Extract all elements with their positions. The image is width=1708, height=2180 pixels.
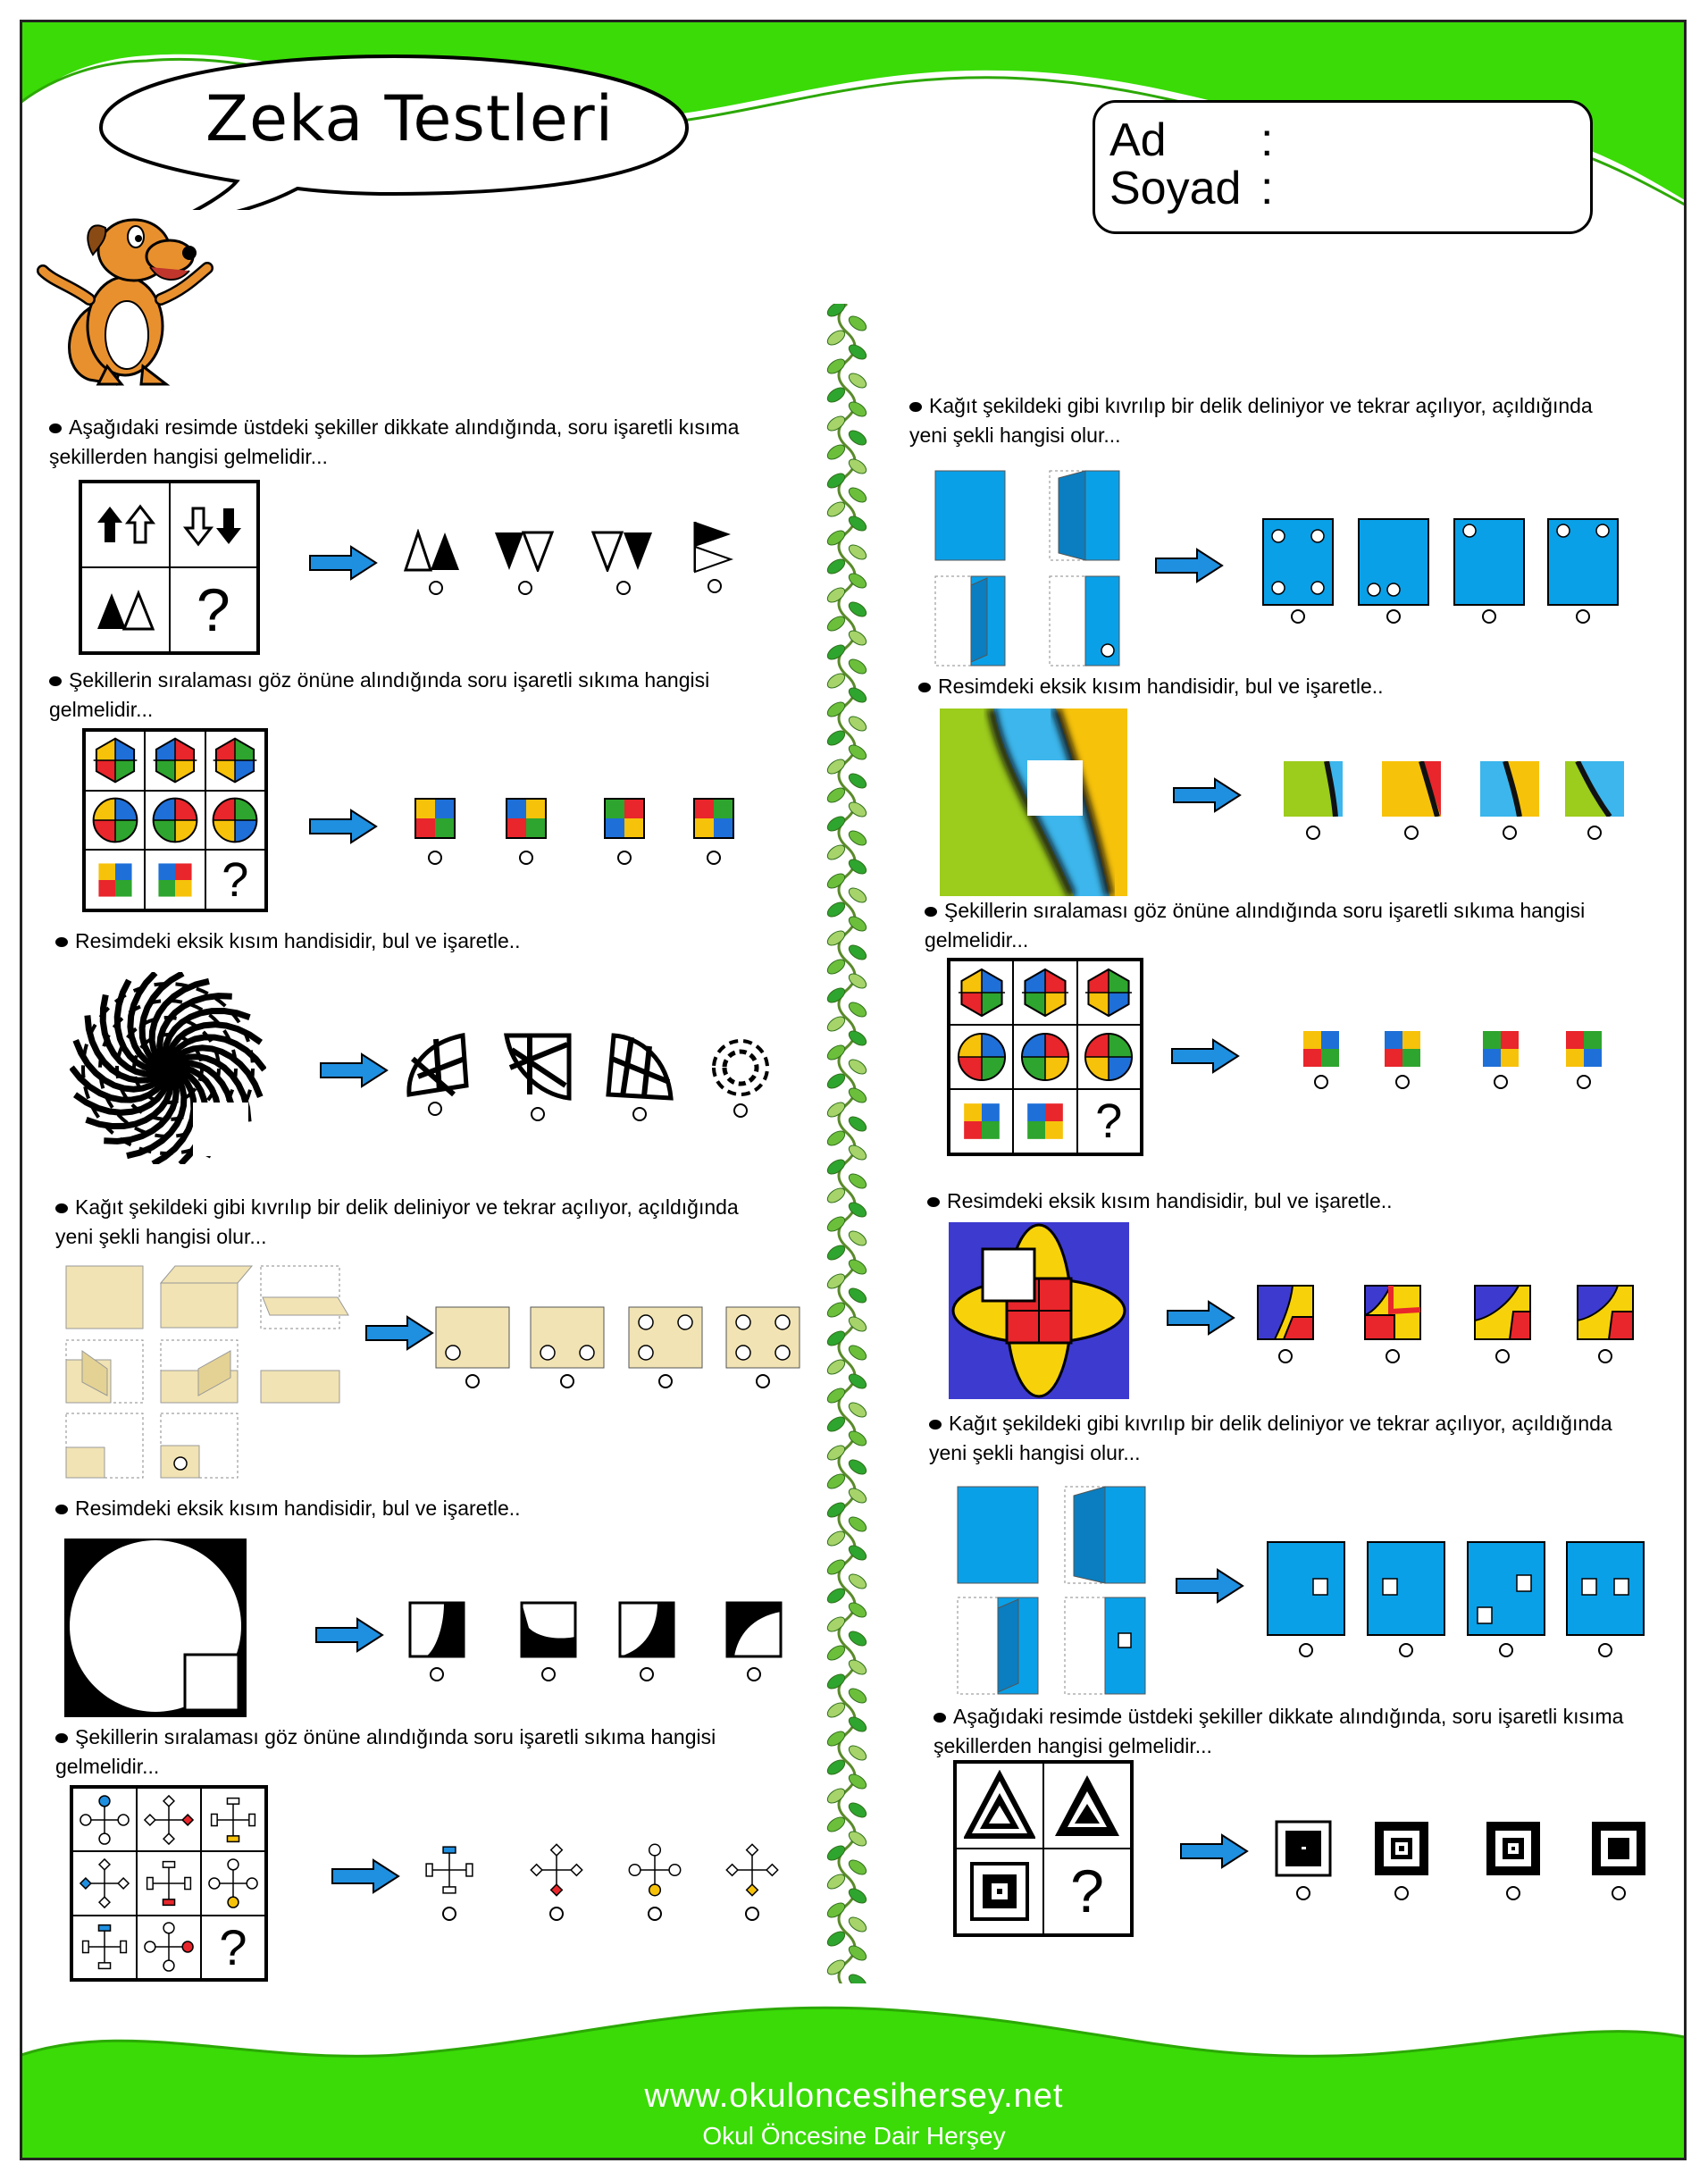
answer-radio[interactable]	[1598, 1349, 1612, 1363]
answer-radio[interactable]	[1278, 1349, 1293, 1363]
surname-colon: :	[1260, 163, 1274, 214]
option-r2-a[interactable]	[1284, 761, 1343, 842]
option-l5-a[interactable]	[408, 1601, 465, 1690]
option-l1-b[interactable]	[493, 529, 557, 600]
answer-radio[interactable]	[1314, 1075, 1328, 1089]
option-r6-b[interactable]	[1373, 1820, 1430, 1909]
option-r2-b[interactable]	[1382, 761, 1441, 842]
answer-radio[interactable]	[549, 1907, 564, 1921]
arrow-icon	[1154, 548, 1224, 583]
option-r1-b[interactable]	[1358, 518, 1429, 625]
option-l6-c[interactable]	[624, 1839, 686, 1919]
answer-radio[interactable]	[1386, 1349, 1400, 1363]
surname-label: Soyad	[1109, 163, 1242, 214]
grid-cell	[1013, 960, 1076, 1025]
option-r5-a[interactable]	[1267, 1541, 1345, 1657]
paper-fold-steps-tan	[64, 1262, 359, 1483]
option-l6-d[interactable]	[721, 1839, 783, 1919]
option-r3-a[interactable]	[1302, 1030, 1340, 1093]
answer-radio[interactable]	[1386, 609, 1401, 624]
answer-radio[interactable]	[1612, 1886, 1626, 1900]
answer-radio[interactable]	[1506, 1886, 1520, 1900]
option-r5-b[interactable]	[1367, 1541, 1445, 1657]
grid-cell	[950, 1089, 1013, 1153]
option-r3-c[interactable]	[1482, 1030, 1520, 1093]
dog-mascot-icon	[36, 201, 214, 389]
color-wave-missing-piece-image	[940, 708, 1127, 896]
option-l4-b[interactable]	[530, 1306, 605, 1369]
question-l5: Resimdeki eksik kısım handisidir, bul ve işaretle..	[55, 1494, 770, 1523]
question-mark: ?	[196, 575, 230, 644]
answer-radio[interactable]	[1503, 826, 1517, 840]
arrow-icon	[1179, 1833, 1249, 1869]
question-l1: Aşağıdaki resimde üstdeki şekiller dikkate alındığında, soru işaretli kısıma şekillerden hangisi gelmelidir...	[49, 415, 740, 468]
option-l2-b[interactable]	[505, 797, 548, 868]
grid-cell	[145, 731, 205, 791]
paper-fold-steps-blue	[934, 467, 1121, 668]
grid-cell	[137, 1788, 201, 1851]
answer-radio[interactable]	[1482, 609, 1496, 624]
answer-radio[interactable]	[1576, 609, 1590, 624]
option-r6-d[interactable]	[1590, 1820, 1647, 1909]
grid-cell	[1013, 1089, 1076, 1153]
option-r4-c[interactable]	[1474, 1285, 1531, 1367]
question-l6: Şekillerin sıralaması göz önüne alındığında soru işaretli sıkıma hangisi gelmelidir...	[55, 1725, 716, 1778]
question-mark: ?	[1070, 1857, 1104, 1925]
puzzle-grid-crosses	[70, 1785, 268, 1982]
answer-radio[interactable]	[560, 1374, 574, 1388]
option-l2-c[interactable]	[603, 797, 646, 868]
puzzle-grid-colors-2	[947, 958, 1143, 1156]
grid-cell	[72, 1788, 137, 1851]
option-l4-a[interactable]	[435, 1306, 510, 1369]
option-l3-d[interactable]	[706, 1032, 775, 1121]
question-r1: Kağıt şekildeki gibi kıvrılıp bir delik deliniyor ve tekrar açılıyor, açıldığında yeni şekli hangisi olur...	[909, 394, 1593, 447]
grid-cell-question	[205, 850, 265, 910]
grid-cell	[72, 1916, 137, 1979]
grid-cell	[201, 1851, 265, 1915]
option-l5-c[interactable]	[618, 1601, 675, 1690]
option-l1-c[interactable]	[591, 529, 656, 600]
option-l1-d[interactable]	[688, 520, 741, 600]
question-r4: Resimdeki eksik kısım handisidir, bul ve işaretle..	[927, 1186, 1642, 1216]
answer-radio[interactable]	[1495, 1349, 1510, 1363]
grid-cell	[137, 1916, 201, 1979]
question-mark: ?	[222, 852, 249, 907]
option-r5-c[interactable]	[1467, 1541, 1545, 1657]
question-mark: ?	[1095, 1094, 1123, 1148]
name-label: Ad	[1109, 114, 1167, 166]
answer-radio[interactable]	[1296, 1886, 1310, 1900]
option-l2-a[interactable]	[414, 797, 456, 868]
answer-radio[interactable]	[1577, 1075, 1591, 1089]
answer-radio[interactable]	[756, 1374, 770, 1388]
paper-fold-steps-blue-2	[956, 1483, 1148, 1698]
option-r6-a[interactable]	[1275, 1820, 1332, 1909]
option-r2-d[interactable]	[1565, 761, 1624, 842]
arrow-icon	[314, 1617, 384, 1653]
grid-cell	[201, 1788, 265, 1851]
grid-cell	[950, 1025, 1013, 1089]
option-l1-a[interactable]	[404, 529, 468, 600]
question-l2: Şekillerin sıralaması göz önüne alındığında soru işaretli sıkıma hangisi gelmelidir...	[49, 668, 710, 721]
answer-radio[interactable]	[1598, 1643, 1612, 1657]
grid-cell	[85, 850, 145, 910]
answer-radio[interactable]	[747, 1667, 761, 1681]
arrow-icon	[331, 1858, 400, 1894]
option-l3-a[interactable]	[400, 1032, 470, 1121]
footer-tagline: Okul Öncesine Dair Herşey	[702, 2122, 1006, 2150]
question-r2: Resimdeki eksik kısım handisidir, bul ve işaretle..	[918, 672, 1633, 701]
answer-radio[interactable]	[1291, 609, 1305, 624]
grid-cell	[1013, 1025, 1076, 1089]
name-colon: :	[1260, 114, 1274, 166]
answer-radio[interactable]	[1499, 1643, 1513, 1657]
puzzle-grid-colors	[82, 728, 268, 912]
answer-radio[interactable]	[1299, 1643, 1313, 1657]
grid-cell	[1077, 1025, 1141, 1089]
grid-cell	[1077, 960, 1141, 1025]
grid-cell	[145, 791, 205, 851]
option-r6-c[interactable]	[1485, 1820, 1542, 1909]
question-mark: ?	[219, 1918, 247, 1975]
arrow-icon	[308, 809, 378, 844]
question-r5: Kağıt şekildeki gibi kıvrılıp bir delik deliniyor ve tekrar açılıyor, açıldığında yeni şekli hangisi olur...	[929, 1412, 1612, 1464]
answer-radio[interactable]	[1399, 1643, 1413, 1657]
arrow-icon	[1166, 1300, 1235, 1336]
option-r4-a[interactable]	[1257, 1285, 1314, 1367]
puzzle-grid-triangles	[953, 1760, 1134, 1937]
option-l6-a[interactable]	[418, 1839, 481, 1919]
grid-cell	[85, 791, 145, 851]
answer-radio[interactable]	[617, 851, 632, 865]
grid-cell	[205, 791, 265, 851]
option-l4-d[interactable]	[725, 1306, 800, 1369]
question-r3: Şekillerin sıralaması göz önüne alındığında soru işaretli sıkıma hangisi gelmelidir...	[925, 899, 1586, 952]
ellipse-cross-missing-piece-image	[949, 1222, 1129, 1399]
option-l3-c[interactable]	[605, 1032, 674, 1121]
arrow-icon	[1172, 777, 1242, 813]
option-l2-d[interactable]	[692, 797, 735, 868]
page-title: Zeka Testleri	[205, 82, 615, 155]
answer-radio[interactable]	[1395, 1075, 1410, 1089]
answer-radio[interactable]	[648, 1907, 662, 1921]
answer-radio[interactable]	[519, 851, 533, 865]
option-r1-c[interactable]	[1453, 518, 1525, 625]
answer-radio[interactable]	[442, 1907, 456, 1921]
grid-cell-question	[1077, 1089, 1141, 1153]
option-l5-b[interactable]	[520, 1601, 577, 1690]
arrow-icon	[1175, 1568, 1244, 1604]
option-r1-a[interactable]	[1262, 518, 1334, 625]
answer-radio[interactable]	[1394, 1886, 1409, 1900]
answer-radio[interactable]	[429, 581, 443, 595]
arrow-icon	[1170, 1038, 1240, 1074]
answer-radio[interactable]	[707, 579, 722, 593]
option-r3-d[interactable]	[1565, 1030, 1603, 1093]
answer-radio[interactable]	[1306, 826, 1320, 840]
answer-radio[interactable]	[707, 851, 721, 865]
question-r6: Aşağıdaki resimde üstdeki şekiller dikkate alındığında, soru işaretli kısıma şekillerden hangisi gelmelidir...	[934, 1705, 1624, 1757]
option-r5-d[interactable]	[1566, 1541, 1645, 1657]
grid-cell-question	[201, 1916, 265, 1979]
answer-radio[interactable]	[632, 1107, 647, 1121]
answer-radio[interactable]	[518, 581, 532, 595]
grid-cell	[950, 960, 1013, 1025]
name-surname-box[interactable]	[1093, 100, 1593, 234]
question-l4: Kağıt şekildeki gibi kıvrılıp bir delik deliniyor ve tekrar açılıyor, açıldığında yeni şekli hangisi olur...	[55, 1195, 739, 1248]
answer-radio[interactable]	[541, 1667, 556, 1681]
grid-cell	[145, 850, 205, 910]
answer-radio[interactable]	[428, 1102, 442, 1116]
answer-radio[interactable]	[1494, 1075, 1508, 1089]
puzzle-grid-arrows	[79, 480, 260, 655]
answer-radio[interactable]	[616, 581, 631, 595]
answer-radio[interactable]	[745, 1907, 759, 1921]
answer-radio[interactable]	[1587, 826, 1602, 840]
arrow-icon	[319, 1052, 389, 1088]
option-l6-b[interactable]	[525, 1839, 588, 1919]
answer-radio[interactable]	[430, 1667, 444, 1681]
grid-cell	[85, 731, 145, 791]
grid-cell	[205, 731, 265, 791]
answer-radio[interactable]	[1404, 826, 1419, 840]
answer-radio[interactable]	[465, 1374, 480, 1388]
arrow-icon	[364, 1315, 434, 1351]
option-r3-b[interactable]	[1384, 1030, 1421, 1093]
circle-missing-piece-image	[64, 1539, 247, 1717]
answer-radio[interactable]	[658, 1374, 673, 1388]
option-r4-b[interactable]	[1364, 1285, 1421, 1367]
option-l4-c[interactable]	[628, 1306, 703, 1369]
option-l3-b[interactable]	[503, 1032, 573, 1121]
arrow-icon	[308, 545, 378, 581]
answer-radio[interactable]	[531, 1107, 545, 1121]
option-r1-d[interactable]	[1547, 518, 1619, 625]
grid-cell	[72, 1851, 137, 1915]
spiral-pattern-image	[70, 972, 266, 1164]
answer-radio[interactable]	[640, 1667, 654, 1681]
option-r4-d[interactable]	[1577, 1285, 1634, 1367]
vine-divider	[820, 304, 874, 1983]
option-l5-d[interactable]	[725, 1601, 783, 1690]
question-l3: Resimdeki eksik kısım handisidir, bul ve işaretle..	[55, 926, 770, 956]
answer-radio[interactable]	[428, 851, 442, 865]
answer-radio[interactable]	[733, 1103, 748, 1118]
option-r2-c[interactable]	[1480, 761, 1539, 842]
grid-cell	[137, 1851, 201, 1915]
footer-url-link[interactable]: www.okuloncesihersey.net	[644, 2077, 1064, 2115]
